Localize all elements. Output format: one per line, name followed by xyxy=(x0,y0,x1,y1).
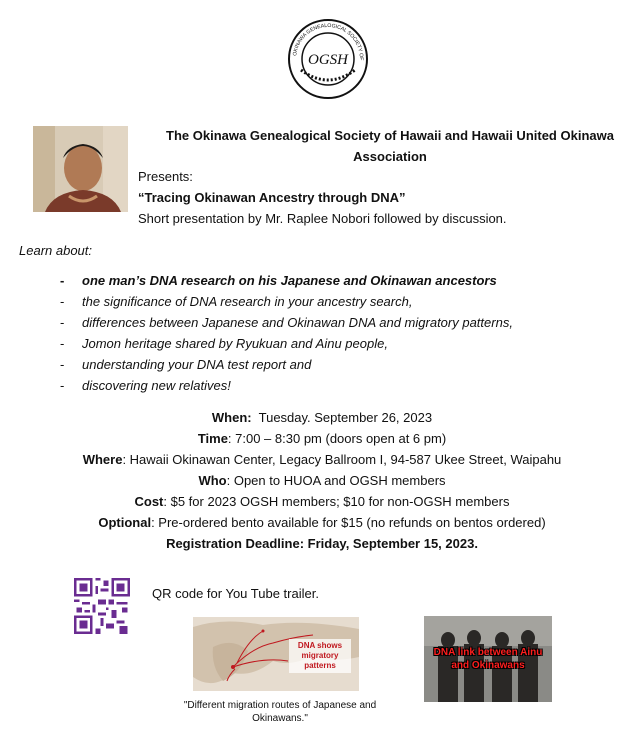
migration-map-image xyxy=(193,617,359,691)
qr-code-icon[interactable] xyxy=(74,578,130,634)
cost-line: Cost: $5 for 2023 OGSH members; $10 for non-OGSH members xyxy=(134,494,510,509)
optional-line: Optional: Pre-ordered bento available for $15 (no refunds on bentos ordered) xyxy=(98,515,546,530)
event-title-line1: The Okinawa Genealogical Society of Hawaii and Hawaii United Okinawa xyxy=(166,128,614,143)
map-caption: "Different migration routes of Japanese and Okinawans." xyxy=(183,700,377,724)
time-line: Time: 7:00 – 8:30 pm (doors open at 6 pm) xyxy=(197,431,447,446)
talk-title: “Tracing Okinawan Ancestry through DNA” xyxy=(138,190,406,205)
list-item: - one man’s DNA research on his Japanese and Okinawan ancestors xyxy=(60,273,497,288)
registration-deadline: Registration Deadline: Friday, September 15, 2023. xyxy=(166,536,478,551)
seal-monogram: OGSH xyxy=(308,52,348,68)
seal-ring-text: OKINAWA GENEALOGICAL SOCIETY OF xyxy=(292,22,365,61)
map-overlay-label: DNA shows migratory patterns xyxy=(289,639,351,673)
ainu-okinawan-photo xyxy=(424,616,552,702)
presenter-byline: Short presentation by Mr. Raplee Nobori followed by discussion. xyxy=(138,211,507,226)
who-line: Who: Open to HUOA and OGSH members xyxy=(198,473,446,488)
list-item: - understanding your DNA test report and xyxy=(60,357,312,372)
where-line: Where: Hawaii Okinawan Center, Legacy Ballroom I, 94-587 Ukee Street, Waipahu xyxy=(82,452,562,467)
list-item: - discovering new relatives! xyxy=(60,378,231,393)
presenter-photo xyxy=(33,126,128,212)
list-item: - differences between Japanese and Okinawan DNA and migratory patterns, xyxy=(60,315,513,330)
event-title-line2: Association xyxy=(353,149,427,164)
list-item: - Jomon heritage shared by Ryukuan and Ainu people, xyxy=(60,336,388,351)
society-seal-icon xyxy=(287,18,369,100)
list-item: - the significance of DNA research in your ancestry search, xyxy=(60,294,413,309)
presents-label: Presents: xyxy=(138,169,193,184)
photo-overlay-label: DNA link between Ainu and Okinawans xyxy=(433,647,543,671)
learn-about-heading: Learn about: xyxy=(19,243,93,258)
qr-caption: QR code for You Tube trailer. xyxy=(152,586,319,601)
topics-list xyxy=(60,273,640,399)
when-line: When: Tuesday. September 26, 2023 xyxy=(211,410,433,425)
